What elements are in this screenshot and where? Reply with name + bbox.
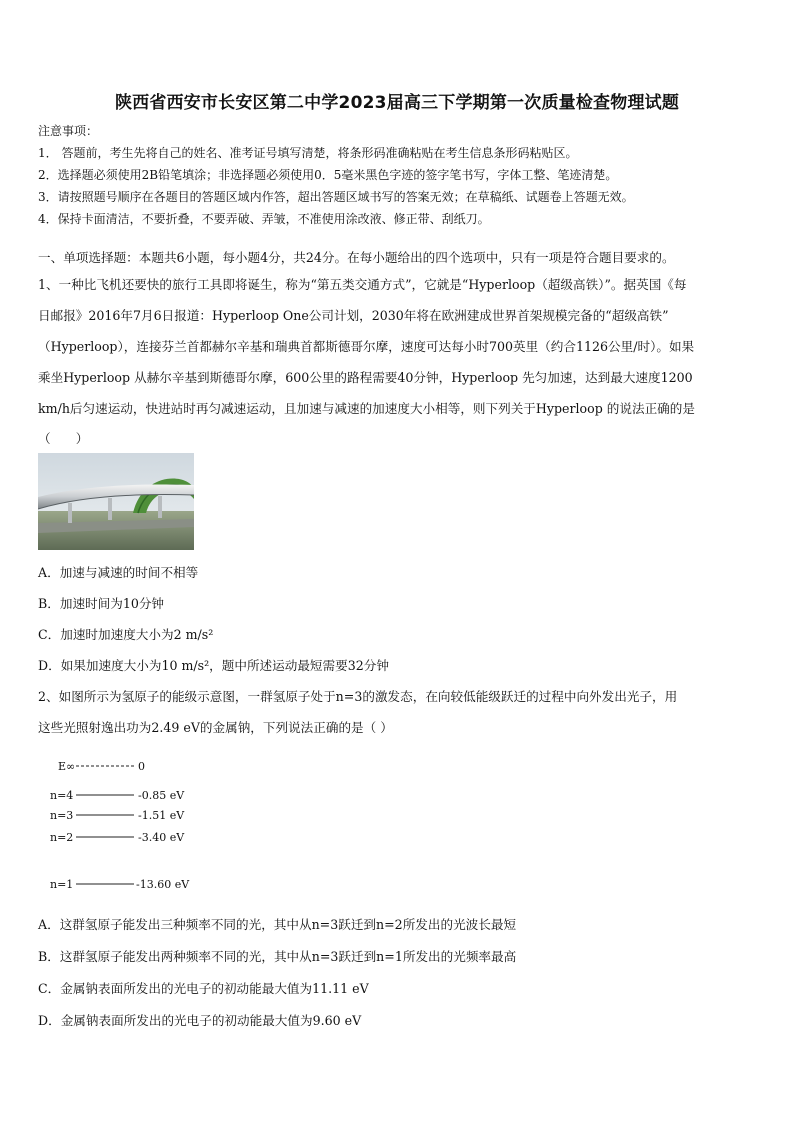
page-title: 陕西省西安市长安区第二中学2023届高三下学期第一次质量检查物理试题 xyxy=(114,93,680,113)
question-1-text: km/h后匀速运动，快进站时再匀减速运动，且加速与减速的加速度大小相等，则下列关于Hyperloop 的说法正确的是 xyxy=(38,401,695,416)
level-label: n=1 xyxy=(50,878,74,891)
question-1-text: 1、一种比飞机还要快的旅行工具即将诞生，称为“第五类交通方式”，它就是“Hyperloop（超级高铁）”。据英国《每 xyxy=(38,277,687,292)
energy-level-diagram xyxy=(38,752,208,898)
option-a: A．这群氢原子能发出三种频率不同的光，其中从n=3跃迁到n=2所发出的光波长最短 xyxy=(38,917,517,932)
question-1-text: （Hyperloop），连接芬兰首都赫尔辛基和瑞典首都斯德哥尔摩，速度可达每小时700英里（约合1126公里/时）。如果 xyxy=(38,339,695,354)
level-label: E∞ xyxy=(58,760,76,773)
option-b: B．加速时间为10分钟 xyxy=(38,596,165,611)
level-energy: -0.85 eV xyxy=(138,789,185,802)
level-energy: 0 xyxy=(138,760,145,773)
level-label: n=4 xyxy=(50,789,74,802)
level-energy: -3.40 eV xyxy=(138,831,185,844)
notice-item: 1． 答题前，考生先将自己的姓名、准考证号填写清楚，将条形码准确粘贴在考生信息条形码粘贴区。 xyxy=(38,146,578,160)
level-label: n=3 xyxy=(50,809,74,822)
question-1-text: 乘坐Hyperloop 从赫尔辛基到斯德哥尔摩，600公里的路程需要40分钟，Hyperloop 先匀加速，达到最大速度1200 xyxy=(38,370,693,385)
hyperloop-photo xyxy=(38,453,194,550)
option-d: D．金属钠表面所发出的光电子的初动能最大值为9.60 eV xyxy=(38,1013,362,1028)
question-2-text: 这些光照射逸出功为2.49 eV的金属钠，下列说法正确的是（ ） xyxy=(38,720,393,735)
notice-item: 4．保持卡面清洁，不要折叠，不要弄破、弄皱，不准使用涂改液、修正带、刮纸刀。 xyxy=(38,212,490,226)
notice-item: 2．选择题必须使用2B铅笔填涂；非选择题必须使用0．5毫米黑色字迹的签字笔书写，字体工整、笔迹清楚。 xyxy=(38,168,618,182)
section-heading: 一、单项选择题：本题共6小题，每小题4分，共24分。在每小题给出的四个选项中，只有一项是符合题目要求的。 xyxy=(38,250,675,265)
question-2-text: 2、如图所示为氢原子的能级示意图，一群氢原子处于n=3的激发态，在向较低能级跃迁的过程中向外发出光子，用 xyxy=(38,689,678,704)
question-1-text: （ ） xyxy=(38,431,89,446)
option-c: C．金属钠表面所发出的光电子的初动能最大值为11.11 eV xyxy=(38,981,369,996)
option-a: A．加速与减速的时间不相等 xyxy=(38,565,199,580)
option-d: D．如果加速度大小为10 m/s²，题中所述运动最短需要32分钟 xyxy=(38,658,389,673)
question-1-text: 日邮报》2016年7月6日报道：Hyperloop One公司计划，2030年将在欧洲建成世界首架规模完备的“超级高铁” xyxy=(38,308,669,323)
level-energy: -13.60 eV xyxy=(136,878,190,891)
notice-heading: 注意事项： xyxy=(38,124,99,138)
level-energy: -1.51 eV xyxy=(138,809,185,822)
notice-item: 3．请按照题号顺序在各题目的答题区域内作答，超出答题区域书写的答案无效；在草稿纸、试题卷上答题无效。 xyxy=(38,190,634,204)
option-c: C．加速时加速度大小为2 m/s² xyxy=(38,627,214,642)
level-label: n=2 xyxy=(50,831,74,844)
option-b: B．这群氢原子能发出两种频率不同的光，其中从n=3跃迁到n=1所发出的光频率最高 xyxy=(38,949,517,964)
